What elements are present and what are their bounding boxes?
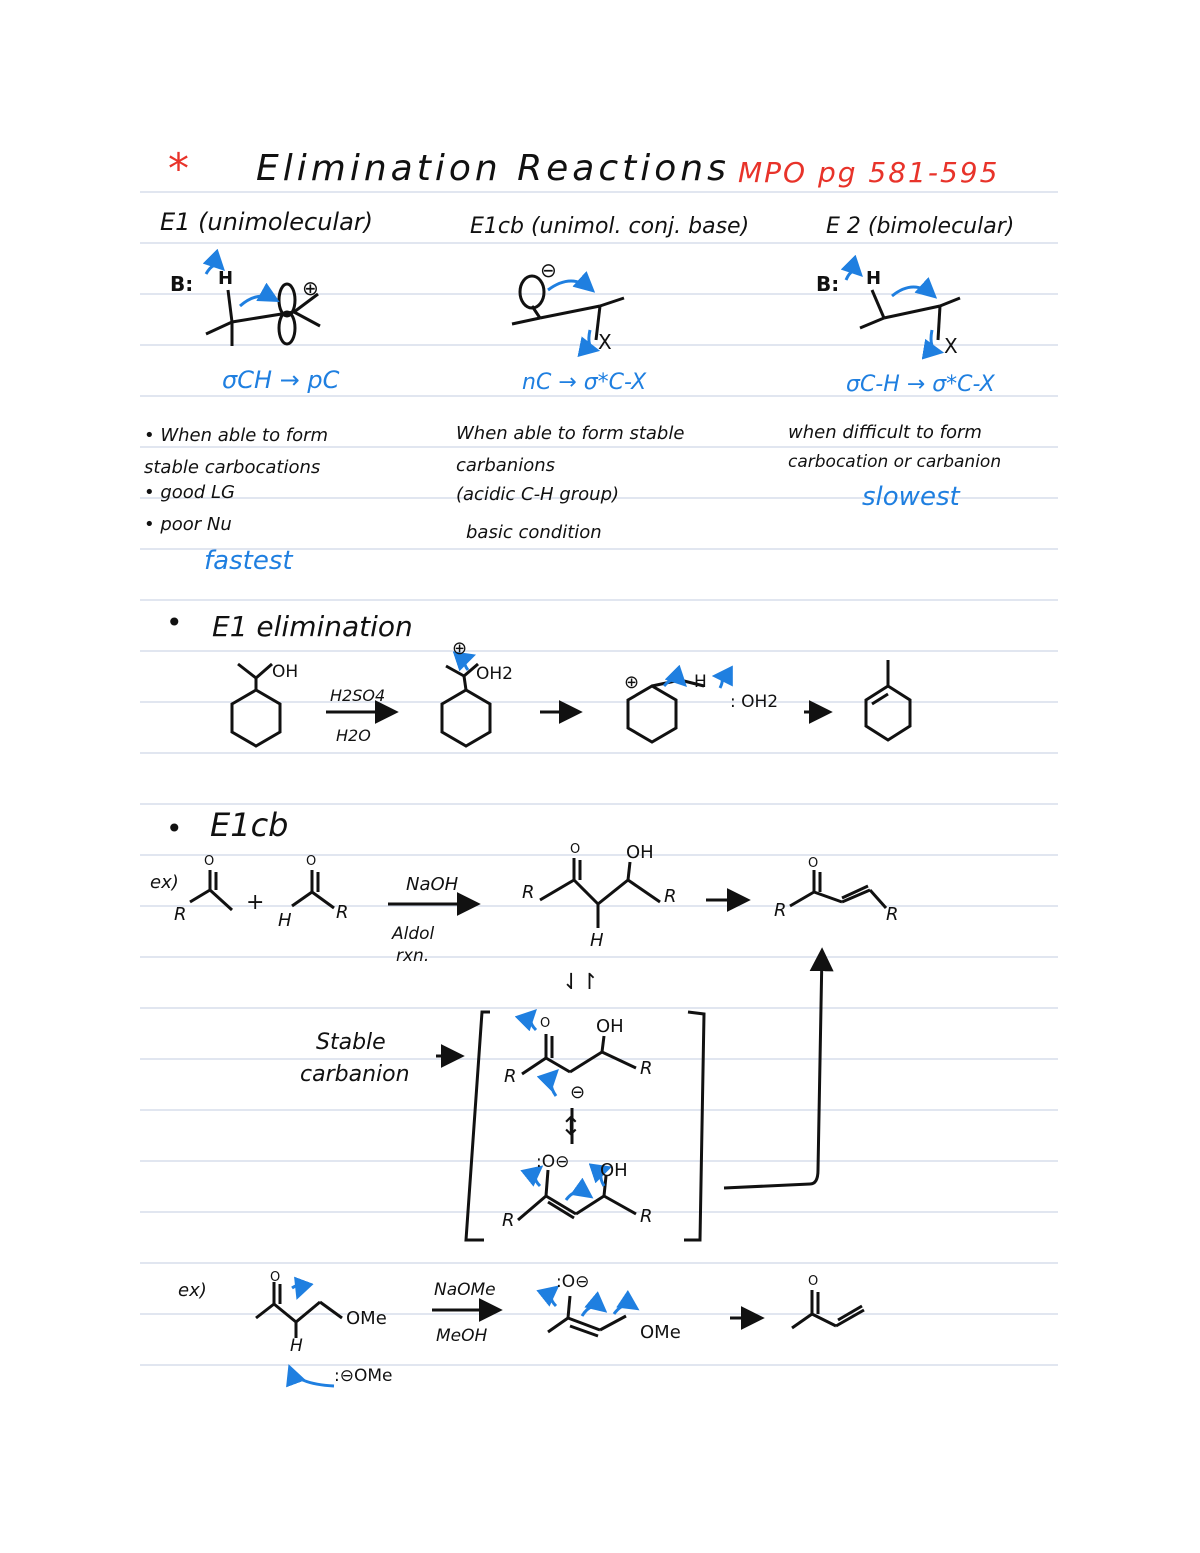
aldol-reagent-top: NaOH: [406, 874, 459, 895]
aldol-product-r1: R: [522, 882, 535, 903]
e1-oh2-label: OH2: [476, 664, 513, 684]
e1cb-section-bullet: •: [166, 812, 183, 845]
e1cb-orbital: nC → σ*C-X: [522, 370, 647, 395]
e1-speed: fastest: [204, 546, 293, 576]
e1-h-label: H: [694, 672, 707, 692]
enone-r2: R: [886, 904, 899, 925]
aldol-product-h: H: [590, 930, 604, 951]
enolate-oh: OH: [600, 1160, 628, 1181]
e1cb-example-label: ex): [150, 872, 179, 893]
e1-note-2: • good LG: [144, 482, 235, 503]
ex2-ome: OMe: [346, 1308, 387, 1329]
enone-o: O: [808, 856, 819, 871]
e1-section-bullet: •: [166, 606, 183, 639]
e1-note-1: • When able to form stable carbocations: [144, 425, 329, 478]
aldol-product-r2: R: [664, 886, 677, 907]
e1-base-label: B:: [170, 272, 194, 296]
e2-orbital: σC-H → σ*C-X: [846, 372, 995, 397]
ex2-enolate-o-minus: :O⊖: [556, 1272, 590, 1292]
e1cb-note-3: basic condition: [466, 522, 602, 543]
e1-charge-label: ⊕: [302, 276, 319, 300]
e1cb-note-2: (acidic C-H group): [456, 484, 620, 505]
e1-section-title: E1 elimination: [212, 610, 413, 643]
ex2-o: O: [270, 1270, 281, 1285]
e1cb-charge-label: ⊖: [540, 258, 557, 282]
stable-label-1: Stable: [316, 1030, 386, 1055]
star-mark: *: [168, 144, 189, 193]
e1-heading: E1 (unimolecular): [160, 208, 374, 236]
ald1-r: R: [174, 904, 187, 925]
resonance-arrow: ↕: [560, 1112, 582, 1142]
equilibrium-arrows: ⇃↾: [562, 970, 599, 995]
e1-note-3: • poor Nu: [144, 514, 232, 535]
e1-orbital: σCH → pC: [222, 366, 340, 394]
e1-cation-charge: ⊕: [624, 672, 640, 693]
enolate-o-minus: :O⊖: [536, 1152, 570, 1172]
aldol-plus: +: [246, 890, 265, 915]
e1-water-label: : OH2: [730, 692, 779, 712]
e1-reagent-bottom: H2O: [336, 726, 371, 745]
e2-lg-label: X: [944, 334, 958, 358]
carbanion-minus: ⊖: [570, 1082, 586, 1103]
e2-speed: slowest: [862, 482, 960, 512]
e2-base-label: B:: [816, 272, 840, 296]
carbanion-r1: R: [504, 1066, 517, 1087]
carbanion-o: O: [540, 1016, 551, 1031]
aldol-product-o: O: [570, 842, 581, 857]
e2-sketch: [846, 271, 960, 352]
e1-reagent-top: H2SO4: [330, 686, 386, 705]
ald1-o: O: [204, 854, 215, 869]
e1cb-lg-label: X: [598, 330, 612, 354]
ex2-product-o: O: [808, 1274, 819, 1289]
e1cb-section-title: E1cb: [210, 806, 289, 844]
e1-oh-label: OH: [272, 662, 299, 682]
e1-h-label: H: [218, 268, 234, 289]
carbanion-oh: OH: [596, 1016, 624, 1037]
ex2-methoxide: :⊖OMe: [334, 1366, 393, 1386]
aldol-product-oh: OH: [626, 842, 654, 863]
ald2-r: R: [336, 902, 349, 923]
ex2-reagent-bottom: MeOH: [436, 1326, 488, 1346]
e2-note-1: when difficult to form: [788, 422, 982, 443]
carbanion-r2: R: [640, 1058, 653, 1079]
ex2-enolate-ome: OMe: [640, 1322, 681, 1343]
page-title: Elimination Reactions: [256, 148, 730, 189]
enolate-r2: R: [640, 1206, 653, 1227]
ex2-h: H: [290, 1336, 303, 1356]
enolate-r1: R: [502, 1210, 515, 1231]
e2-heading: E 2 (bimolecular): [826, 214, 1015, 239]
ex2-label: ex): [178, 1280, 207, 1301]
e1cb-heading: E1cb (unimol. conj. base): [470, 214, 750, 239]
aldol-reagent-bottom-2: rxn.: [396, 946, 430, 966]
e1-oxonium-charge: ⊕: [452, 638, 468, 659]
e2-h-label: H: [866, 268, 882, 289]
page-reference: MPO pg 581-595: [738, 156, 1000, 189]
e2-note-2: carbocation or carbanion: [788, 452, 1002, 472]
stable-label-2: carbanion: [300, 1062, 410, 1087]
ald2-h: H: [278, 910, 292, 931]
ald2-o: O: [306, 854, 317, 869]
enone-r1: R: [774, 900, 787, 921]
e1cb-note-1: When able to form stable carbanions: [456, 423, 685, 476]
ex2-reagent-top: NaOMe: [434, 1280, 496, 1300]
aldol-reagent-bottom-1: Aldol: [392, 924, 435, 944]
